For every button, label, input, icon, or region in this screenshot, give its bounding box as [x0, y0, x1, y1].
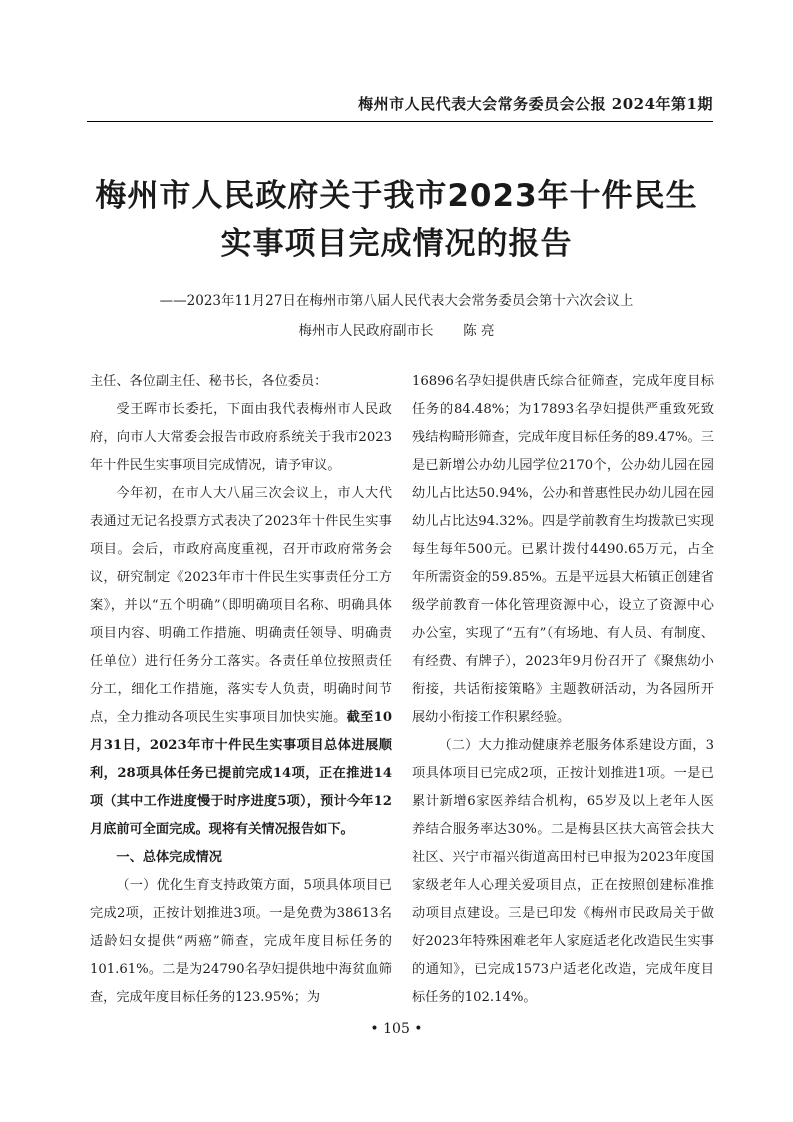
- paragraph-commission: 受王晖市长委托，下面由我代表梅州市人民政府，向市人大常委会报告市政府系统关于我市2023年十件民生实事项目完成情况，请予审议。: [90, 402, 392, 473]
- speaker-line: [0, 319, 793, 339]
- left-column: [90, 368, 392, 1012]
- speaker-role: 梅州市人民政府副市长: [298, 323, 434, 339]
- overview-text: 今年初，在市人大八届三次会议上，市人大代表通过无记名投票方式表决了2023年十件民生实事项目。会后，市政府高度重视，召开市政府常务会议，研究制定《2023年市十件民生实事责任分工方案》，并以“五个明确”（即明确项目名称、明确具体项目内容、明确工作措施、明确责任领导、明确责任单位）进行任务分工落实。各责任单位按照责任分工，细化工作措施，落实专人负责，明确时间节点，全力推动各项民生实事项目加快实施。: [90, 486, 392, 725]
- running-header: 梅州市人民代表大会常务委员会公报 2024年第1期: [358, 95, 713, 113]
- page-number: • 105 •: [370, 1021, 423, 1037]
- salutation: 主任、各位副主任、秘书长，各位委员：: [90, 374, 328, 389]
- meeting-subtitle: ——2023年11月27日在梅州市第八届人民代表大会常务委员会第十六次会议上: [159, 293, 634, 309]
- report-title-line-2: 实事项目完成情况的报告: [220, 226, 573, 262]
- paragraph-overview: [90, 480, 392, 844]
- section-heading-1: 一、总体完成情况: [116, 850, 222, 865]
- speaker-name: 陈 亮: [463, 323, 495, 339]
- header-divider: [87, 121, 713, 122]
- paragraph-fertility-support: （一）优化生育支持政策方面，5项具体项目已完成2项，正按计划推进3项。一是免费为38613名适龄妇女提供“两癌”筛查，完成年度目标任务的101.61%。二是为24790名孕妇提供地中海贫血筛查，完成年度目标任务的123.95%；为: [90, 878, 392, 1005]
- right-column: [412, 368, 714, 1012]
- overview-summary-bold: 截至10月31日，2023年市十件民生实事项目总体进展顺利，28项具体任务已提前完成14项，正在推进14项（其中工作进度慢于时序进度5项），预计今年12月底前可全面完成。现将有关情况报告如下。: [90, 710, 393, 837]
- paragraph-fertility-support-continued: 16896名孕妇提供唐氏综合征筛查，完成年度目标任务的84.48%；为17893名孕妇提供严重致死致残结构畸形筛查，完成年度目标任务的89.47%。三是已新增公办幼儿园学位2170个，公办幼儿园在园幼儿占比达50.94%，公办和普惠性民办幼儿园在园幼儿占比达94.32%。四是学前教育生均拨款已实现每生每年500元。已累计拨付4490.65万元，占全年所需资金的59.85%。五是平远县大柘镇正创建省级学前教育一体化管理资源中心，设立了资源中心办公室，实现了“五有”（有场地、有人员、有制度、有经费、有牌子），2023年9月份召开了《聚焦幼小衔接，共话衔接策略》主题教研活动，为各园所开展幼小衔接工作积累经验。: [412, 374, 714, 725]
- paragraph-elderly-care: （二）大力推动健康养老服务体系建设方面，3项具体项目已完成2项，正按计划推进1项。一是已累计新增6家医养结合机构，65岁及以上老年人医养结合服务率达30%。二是梅县区扶大高管会扶大社区、兴宁市福兴街道高田村已申报为2023年度国家级老年人心理关爱项目点，正在按照创建标准推动项目点建设。三是已印发《梅州市民政局关于做好2023年特殊困难老年人家庭适老化改造民生实事的通知》，已完成1573户适老化改造，完成年度目标任务的102.14%。: [412, 738, 714, 1005]
- report-title-line-1: 梅州市人民政府关于我市2023年十件民生: [95, 178, 698, 214]
